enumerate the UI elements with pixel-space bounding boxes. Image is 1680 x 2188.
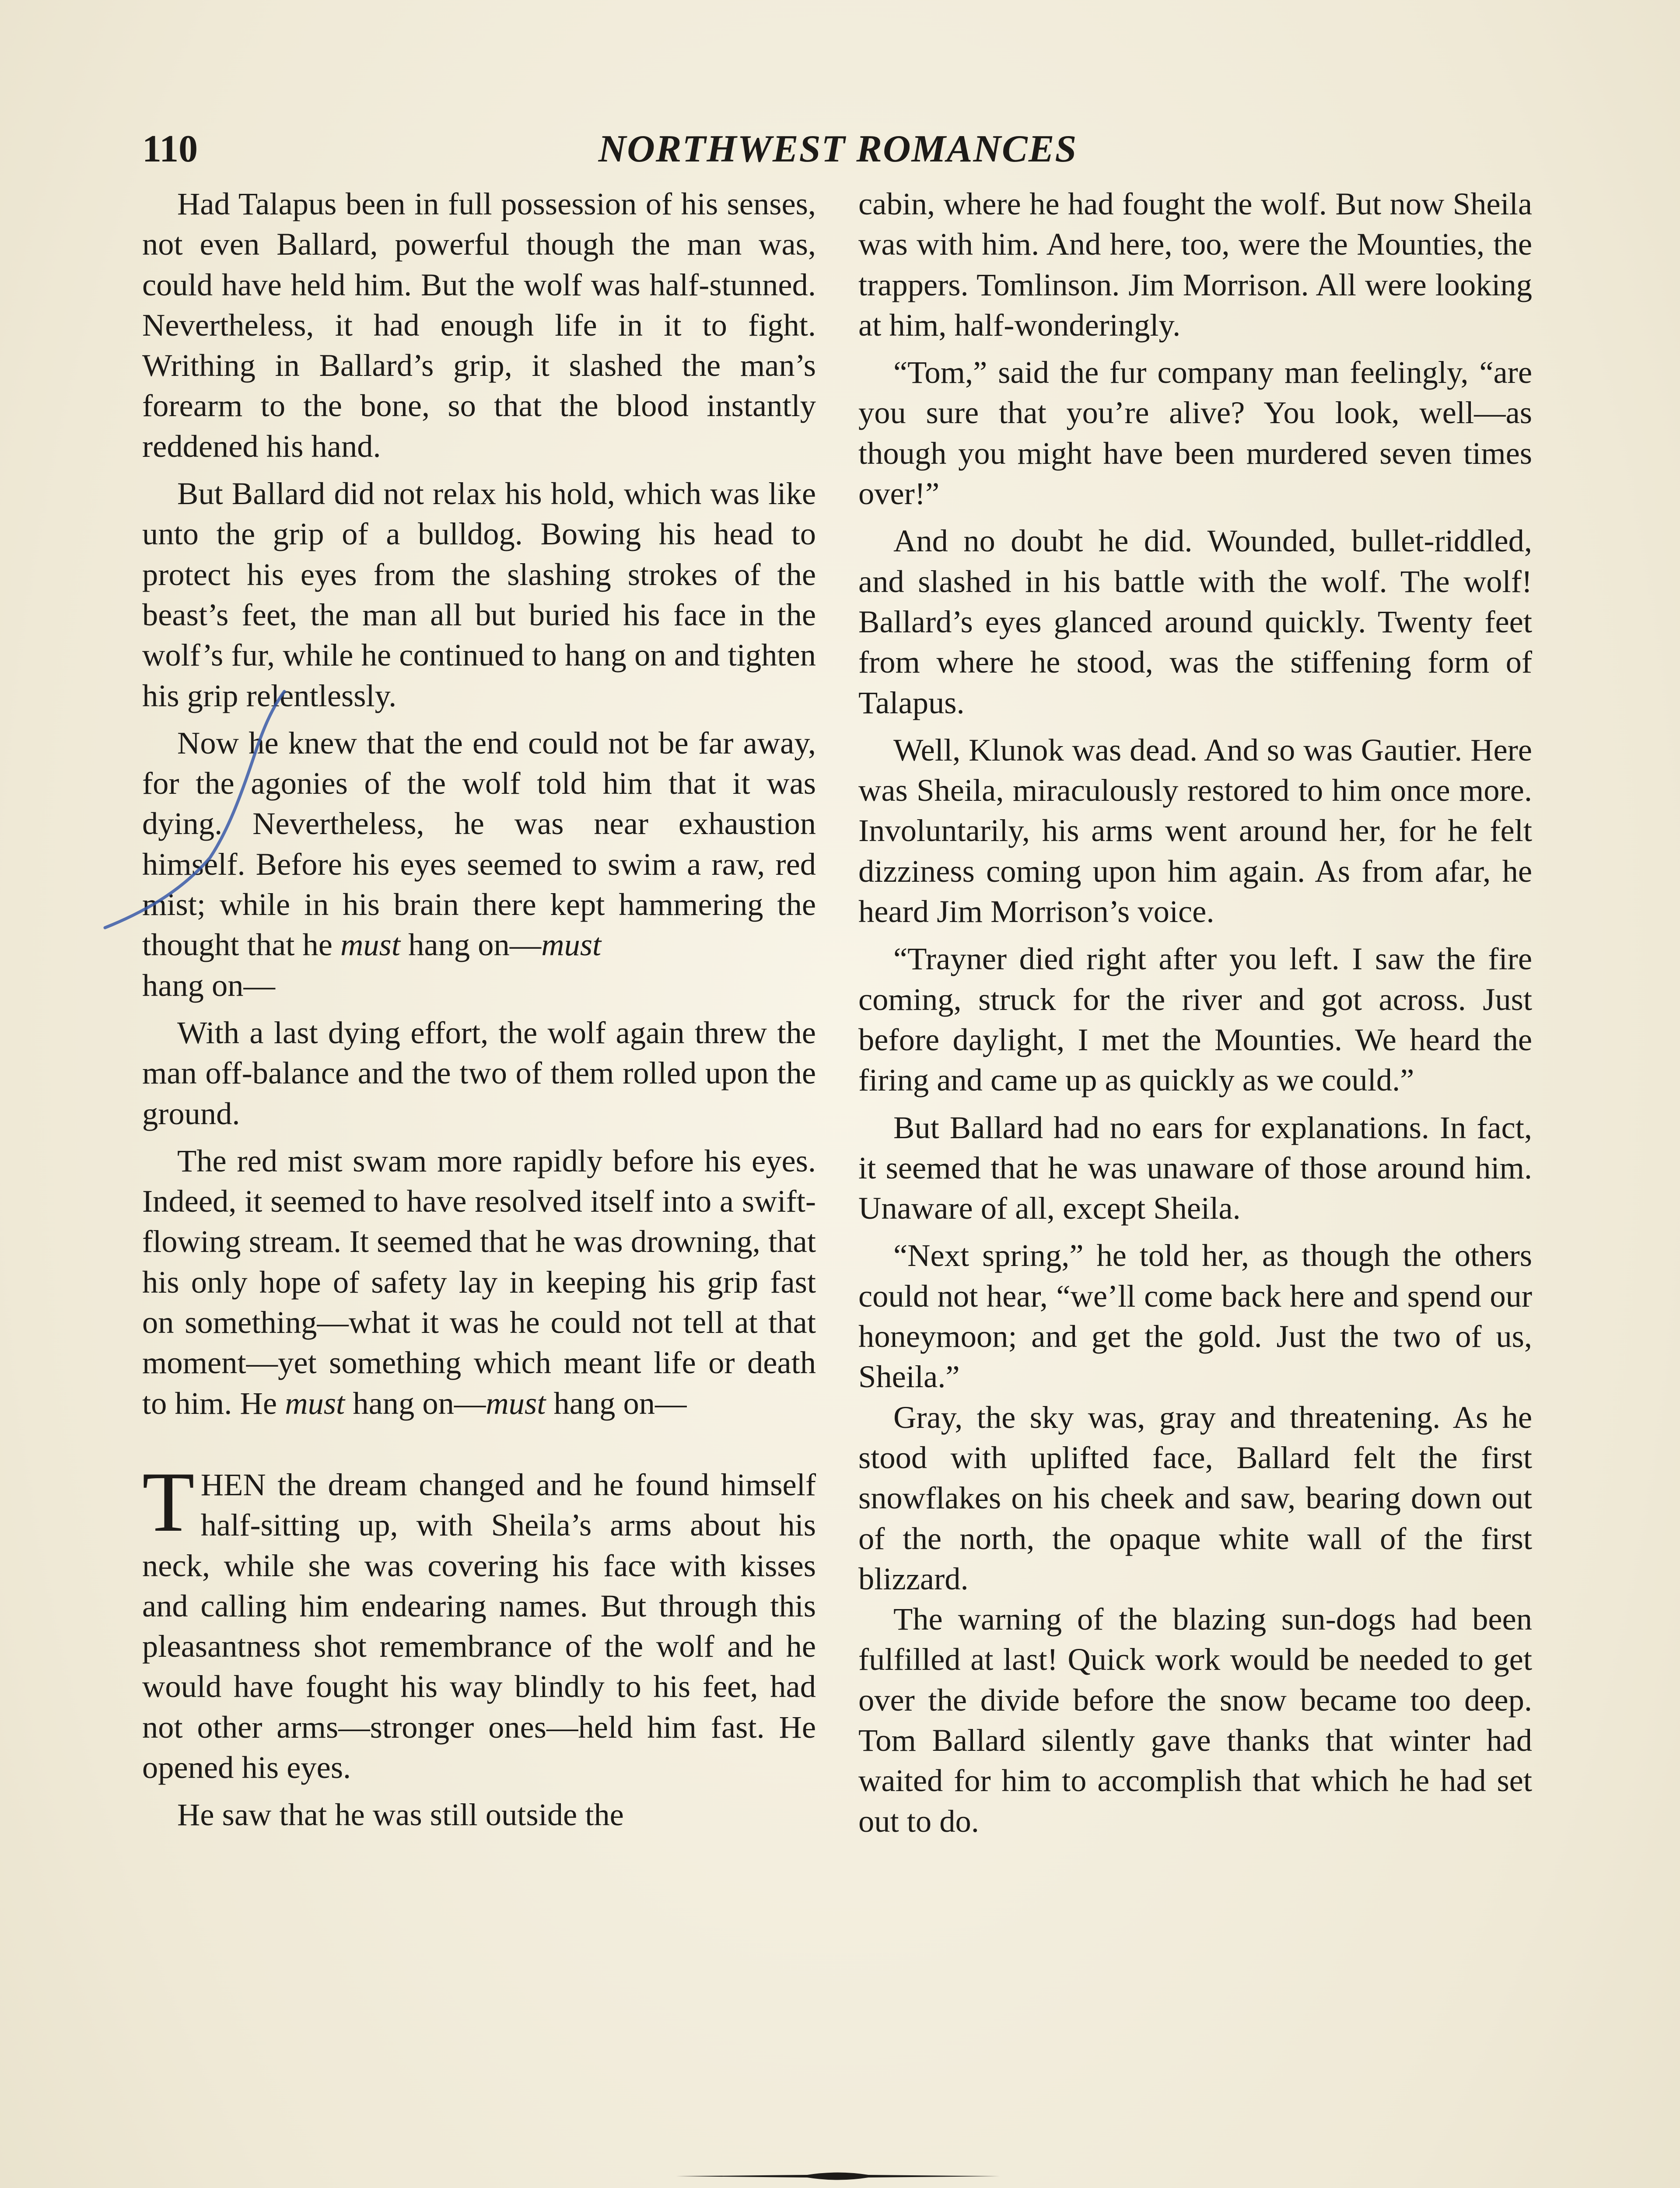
- paragraph: And no doubt he did. Wounded, bullet-riddled, and slashed in his battle with the wolf. The wolf! Ballard’s eyes glanced around quickly. Twenty feet from where he stood, was the stiffening form of Talapus.: [858, 523, 1532, 720]
- paragraph: He saw that he was still outside the: [177, 1797, 624, 1833]
- section-opening-paragraph: THEN the dream changed and he found himself half-sitting up, with Sheila’s arms about his neck, while she was covering his face with kisses and calling him endearing names. But through this pleasantness shot remembrance of the wolf and he would have fought his way blindly to his feet, had not other arms—stronger ones—held him fast. He opened his eyes.: [142, 1454, 816, 1785]
- paragraph: “Trayner died right after you left. I saw the fire coming, struck for the river and got across. Just before daylight, I met the Mounties. We heard the firing and came up as quickly as we could.”: [858, 941, 1532, 1098]
- drop-cap: T: [142, 1454, 195, 1550]
- running-head-title: NORTHWEST ROMANCES: [598, 128, 1078, 170]
- paragraph: “Next spring,” he told her, as though the others could not hear, “we’ll come back here and spend our honeymoon; and get the gold. Just the two of us, Sheila.”: [858, 1238, 1532, 1395]
- paragraph: “Tom,” said the fur company man feelingly, “are you sure that you’re alive? You look, well—as though you might have been murdered seven times over!”: [858, 354, 1532, 512]
- page-number: 110: [142, 128, 198, 170]
- paragraph: But Ballard did not relax his hold, which was like unto the grip of a bulldog. Bowing his head to protect his eyes from the slashing strokes of the beast’s feet, the man all but buried his face in the wolf’s fur, while he continued to hang on and tighten his grip relentlessly.: [142, 476, 816, 713]
- paragraph: Had Talapus been in full possession of his senses, not even Ballard, powerful though the man was, could have held him. But the wolf was half-stunned. Nevertheless, it had enough life in it to fight. Writhing in Ballard’s grip, it slashed the man’s forearm to the bone, so that the blood instantly reddened his hand.: [142, 186, 816, 464]
- paragraph: With a last dying effort, the wolf again threw the man off-balance and the two of them rolled upon the ground.: [142, 1014, 816, 1131]
- small-caps-lead: HEN: [200, 1466, 266, 1502]
- paragraph: cabin, where he had fought the wolf. But now Sheila was with him. And here, too, were the Mounties, the trappers. Tomlinson. Jim Morrison. All were looking at him, half-wonderingly.: [858, 186, 1532, 343]
- right-column: [858, 184, 1532, 1841]
- paragraph: The warning of the blazing sun-dogs had been fulfilled at last! Quick work would be needed to get over the divide before the snow became too deep. Tom Ballard silently gave thanks that winter had waited for him to accomplish that which he had set out to do.: [858, 1601, 1532, 1839]
- left-column: [142, 184, 816, 1835]
- paragraph: Now he knew that the end could not be far away, for the agonies of the wolf told him that it was dying. Nevertheless, he was near exhaustion himself. Before his eyes seemed to swim a raw, red mist; while in his brain there kept hammering the thought that he must hang on—must hang on—: [142, 725, 816, 1003]
- ornamental-rule-icon: [676, 2167, 1000, 2185]
- paragraph: But Ballard had no ears for explanations. In fact, it seemed that he was unaware of those around him. Unaware of all, except Sheila.: [858, 1109, 1532, 1226]
- paragraph: The red mist swam more rapidly before his eyes. Indeed, it seemed to have resolved itself into a swift-flowing stream. It seemed that he was drowning, that his only hope of safety lay in keeping his grip fast on something—what it was he could not tell at that moment—yet something which meant life or death to him. He must hang on—must hang on—: [142, 1143, 816, 1421]
- page-header: [142, 127, 1533, 184]
- paragraph: Well, Klunok was dead. And so was Gautier. Here was Sheila, miraculously restored to him once more. Involuntarily, his arms went around her, for he felt dizziness coming upon him again. As from afar, he heard Jim Morrison’s voice.: [858, 732, 1532, 929]
- paragraph: Gray, the sky was, gray and threatening. As he stood with uplifted face, Ballard felt the first snowflakes on his cheek and saw, bearing down out of the north, the opaque white wall of the first blizzard.: [858, 1399, 1532, 1596]
